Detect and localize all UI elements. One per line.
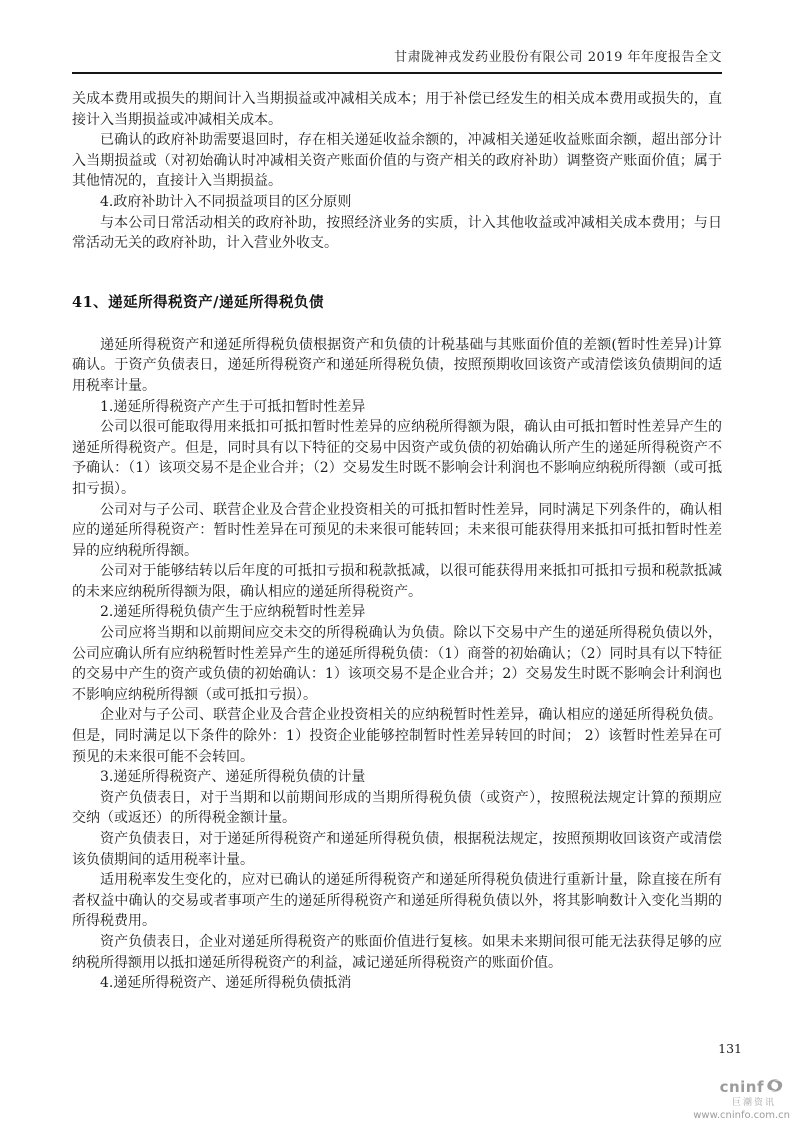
paragraph: 已确认的政府补助需要退回时，存在相关递延收益余额的，冲减相关递延收益账面余额，超出部分计入当期损益或（对初始确认时冲减相关资产账面价值的与资产相关的政府补助）调整资产账面价值；属于其他情况的，直接计入当期损益。 bbox=[72, 132, 722, 190]
paragraph: 公司以很可能取得用来抵扣可抵扣暂时性差异的应纳税所得额为限，确认由可抵扣暂时性差异产生的递延所得税资产。但是，同时具有以下特征的交易中因资产或负债的初始确认所产生的递延所得税资产不予确认：（1）该项交易不是企业合并；（2）交易发生时既不影响会计利润也不影响应纳税所得额（或可抵扣亏损）。 bbox=[72, 419, 722, 497]
paragraph: 资产负债表日，对于当期和以前期间形成的当期所得税负债（或资产），按照税法规定计算的预期应交纳（或返还）的所得税金额计量。 bbox=[72, 789, 722, 827]
paragraph: 递延所得税资产和递延所得税负债根据资产和负债的计税基础与其账面价值的差额(暂时性差异)计算确认。于资产负债表日，递延所得税资产和递延所得税负债，按照预期收回该资产或清偿该负债期间的适用税率计量。 bbox=[72, 336, 722, 394]
paragraph: 关成本费用或损失的期间计入当期损益或冲减相关成本；用于补偿已经发生的相关成本费用或损失的，直接计入当期损益或冲减相关成本。 bbox=[72, 91, 722, 128]
header-title: 甘肃陇神戎发药业股份有限公司 2019 年年度报告全文 bbox=[394, 50, 722, 65]
paragraph: 资产负债表日，企业对递延所得税资产的账面价值进行复核。如果未来期间很可能无法获得足够的应纳税所得额用以抵扣递延所得税资产的利益，减记递延所得税资产的账面价值。 bbox=[72, 933, 722, 971]
paragraph: 4.政府补助计入不同损益项目的区分原则 bbox=[100, 193, 352, 210]
cninfo-swirl-icon bbox=[764, 1076, 786, 1099]
cninfo-chinese-name: 巨潮资讯 bbox=[731, 1097, 776, 1108]
cninfo-url: www.cninfo.com.cn bbox=[693, 1110, 790, 1122]
cninfo-logo bbox=[680, 1077, 790, 1121]
header-rule bbox=[72, 72, 722, 74]
paragraph: 3.递延所得税资产、递延所得税负债的计量 bbox=[100, 769, 366, 786]
paragraph: 资产负债表日，对于递延所得税资产和递延所得税负债，根据税法规定，按照预期收回该资产或清偿该负债期间的适用税率计量。 bbox=[72, 831, 722, 868]
cninfo-brand-text: cninf bbox=[719, 1078, 764, 1097]
paragraph: 与本公司日常活动相关的政府补助，按照经济业务的实质，计入其他收益或冲减相关成本费用；与日常活动无关的政府补助，计入营业外收支。 bbox=[72, 214, 722, 252]
paragraph: 4.递延所得税资产、递延所得税负债抵消 bbox=[100, 975, 352, 992]
paragraph: 2.递延所得税负债产生于应纳税暂时性差异 bbox=[100, 604, 366, 621]
paragraph: 公司应将当期和以前期间应交未交的所得税确认为负债。除以下交易中产生的递延所得税负债以外，公司应确认所有应纳税暂时性差异产生的递延所得税负债：（1）商誉的初始确认；（2）同时具有以下特征的交易中产生的资产或负债的初始确认：1）该项交易不是企业合并；2）交易发生时既不影响会计利润也不影响应纳税所得额（或可抵扣亏损）。 bbox=[72, 625, 722, 703]
paragraph: 公司对与子公司、联营企业及合营企业投资相关的可抵扣暂时性差异，同时满足下列条件的，确认相应的递延所得税资产：暂时性差异在可预见的未来很可能转回；未来很可能获得用来抵扣可抵扣暂时性差异的应纳税所得额。 bbox=[72, 501, 722, 559]
page-header bbox=[72, 46, 722, 72]
paragraph: 公司对于能够结转以后年度的可抵扣亏损和税款抵减，以很可能获得用来抵扣可抵扣亏损和税款抵减的未来应纳税所得额为限，确认相应的递延所得税资产。 bbox=[72, 563, 722, 600]
section-heading: 41、递延所得税资产/递延所得税负债 bbox=[72, 293, 324, 311]
body-text bbox=[72, 89, 722, 994]
paragraph: 1.递延所得税资产产生于可抵扣暂时性差异 bbox=[100, 398, 366, 415]
paragraph: 适用税率发生变化的，应对已确认的递延所得税资产和递延所得税负债进行重新计量，除直接在所有者权益中确认的交易或者事项产生的递延所得税资产和递延所得税负债以外，将其影响数计入变化当期的所得税费用。 bbox=[72, 872, 722, 930]
page-number: 131 bbox=[718, 1041, 742, 1056]
paragraph: 企业对与子公司、联营企业及合营企业投资相关的应纳税暂时性差异，确认相应的递延所得税负债。但是，同时满足以下条件的除外：1）投资企业能够控制暂时性差异转回的时间； 2）该暂时性差异在可预见的未来很可能不会转回。 bbox=[72, 707, 722, 765]
page-content bbox=[72, 46, 722, 994]
